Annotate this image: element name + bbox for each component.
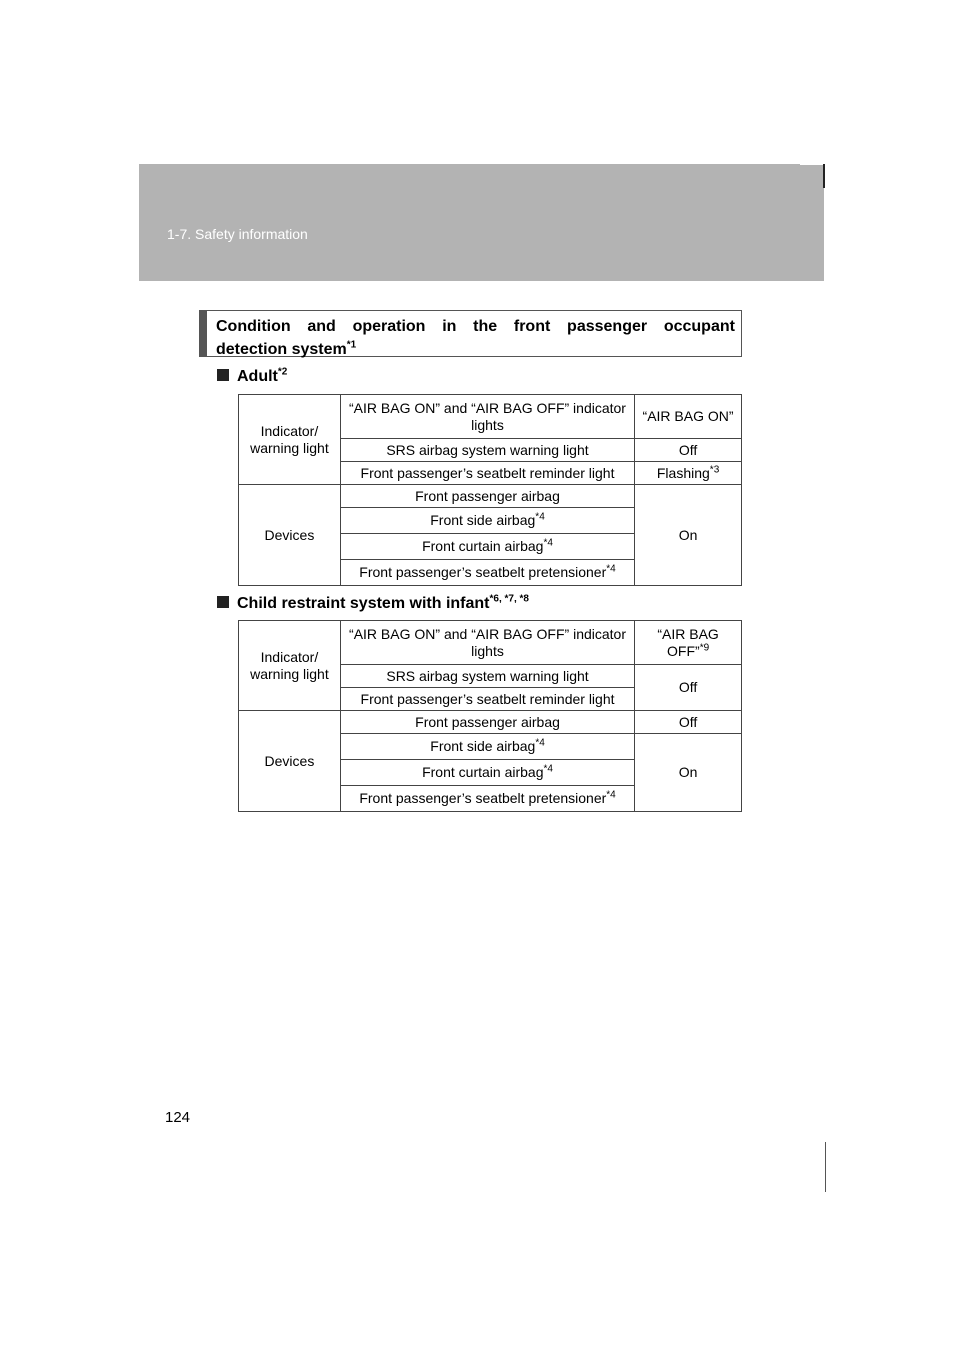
device-front-side-airbag bbox=[340, 508, 634, 534]
device-front-side-airbag bbox=[340, 734, 634, 760]
condition-title-box bbox=[199, 310, 742, 357]
table-row bbox=[239, 395, 742, 439]
srs-warning-label: SRS airbag system warning light bbox=[340, 439, 634, 462]
infant-heading-text: Child restraint system with infant bbox=[237, 595, 490, 612]
title-word: Condition bbox=[216, 318, 291, 335]
square-bullet-icon bbox=[217, 596, 229, 608]
value-text: “AIR BAG OFF” bbox=[657, 625, 719, 659]
infant-table bbox=[238, 620, 742, 812]
footnote: *4 bbox=[535, 737, 545, 749]
square-bullet-icon bbox=[217, 369, 229, 381]
device-text: Front side airbag bbox=[430, 512, 536, 528]
srs-warning-label: SRS airbag system warning light bbox=[340, 665, 634, 688]
title-word: operation bbox=[352, 318, 426, 335]
title-word: occupant bbox=[663, 318, 735, 335]
indicator-lights-value bbox=[635, 621, 742, 665]
adult-heading bbox=[217, 368, 287, 386]
title-line2-text: detection system bbox=[216, 341, 347, 358]
front-passenger-airbag-value: Off bbox=[635, 711, 742, 734]
infant-heading bbox=[217, 595, 529, 613]
indicator-label-text: Indicator/ warning light bbox=[250, 648, 329, 682]
header-corner-line bbox=[800, 164, 825, 165]
devices-value: On bbox=[635, 485, 742, 586]
device-front-passenger-airbag: Front passenger airbag bbox=[340, 711, 634, 734]
indicator-lights-value: “AIR BAG ON” bbox=[635, 395, 742, 439]
margin-rule bbox=[825, 1142, 826, 1192]
condition-title bbox=[216, 315, 735, 361]
title-word: the bbox=[473, 318, 498, 335]
device-seatbelt-pretensioner bbox=[340, 786, 634, 812]
indicator-lights-label: “AIR BAG ON” and “AIR BAG OFF” indicator lights bbox=[340, 621, 634, 665]
title-footnote: *1 bbox=[346, 339, 357, 351]
indicator-label-text: Indicator/ warning light bbox=[250, 422, 329, 456]
title-word: in bbox=[442, 318, 457, 335]
adult-table bbox=[238, 394, 742, 586]
devices-label: Devices bbox=[239, 485, 341, 586]
device-text: Front side airbag bbox=[430, 738, 536, 754]
footnote: *3 bbox=[709, 463, 720, 475]
warning-lights-value: Off bbox=[635, 665, 742, 711]
seatbelt-reminder-label: Front passenger’s seatbelt reminder light bbox=[340, 688, 634, 711]
title-word: passenger bbox=[567, 318, 648, 335]
device-front-curtain-airbag bbox=[340, 760, 634, 786]
page-header bbox=[139, 164, 824, 281]
device-front-passenger-airbag: Front passenger airbag bbox=[340, 485, 634, 508]
title-accent-bar bbox=[200, 311, 207, 356]
title-line-2 bbox=[216, 338, 735, 361]
footnote: *4 bbox=[606, 789, 616, 801]
srs-warning-value: Off bbox=[635, 439, 742, 462]
device-text: Front curtain airbag bbox=[422, 538, 544, 554]
indicator-lights-label: “AIR BAG ON” and “AIR BAG OFF” indicator lights bbox=[340, 395, 634, 439]
footnote: *4 bbox=[543, 537, 553, 549]
title-word: and bbox=[307, 318, 336, 335]
adult-heading-text: Adult bbox=[237, 368, 278, 385]
table-row bbox=[239, 485, 742, 508]
seatbelt-reminder-label: Front passenger’s seatbelt reminder light bbox=[340, 462, 634, 485]
footnote: *4 bbox=[606, 563, 616, 575]
footnote: *9 bbox=[699, 641, 710, 653]
devices-label: Devices bbox=[239, 711, 341, 812]
device-text: Front curtain airbag bbox=[422, 764, 544, 780]
value-text: Flashing bbox=[656, 464, 710, 481]
section-title: 1-7. Safety information bbox=[167, 226, 308, 242]
device-text: Front passenger’s seatbelt pretensioner bbox=[359, 790, 607, 806]
device-text: Front passenger’s seatbelt pretensioner bbox=[359, 564, 607, 580]
device-seatbelt-pretensioner bbox=[340, 560, 634, 586]
devices-value: On bbox=[635, 734, 742, 812]
footnote: *4 bbox=[543, 763, 553, 775]
seatbelt-reminder-value bbox=[635, 462, 742, 485]
title-line-1 bbox=[216, 315, 735, 338]
indicator-label bbox=[239, 395, 341, 485]
infant-heading-footnote: *6, *7, *8 bbox=[489, 593, 529, 605]
table-row bbox=[239, 711, 742, 734]
footnote: *4 bbox=[535, 511, 545, 523]
header-corner-mark bbox=[823, 164, 825, 188]
device-front-curtain-airbag bbox=[340, 534, 634, 560]
title-word: front bbox=[513, 318, 551, 335]
page-number: 124 bbox=[165, 1109, 191, 1126]
adult-heading-footnote: *2 bbox=[277, 366, 288, 378]
table-row bbox=[239, 621, 742, 665]
indicator-label bbox=[239, 621, 341, 711]
